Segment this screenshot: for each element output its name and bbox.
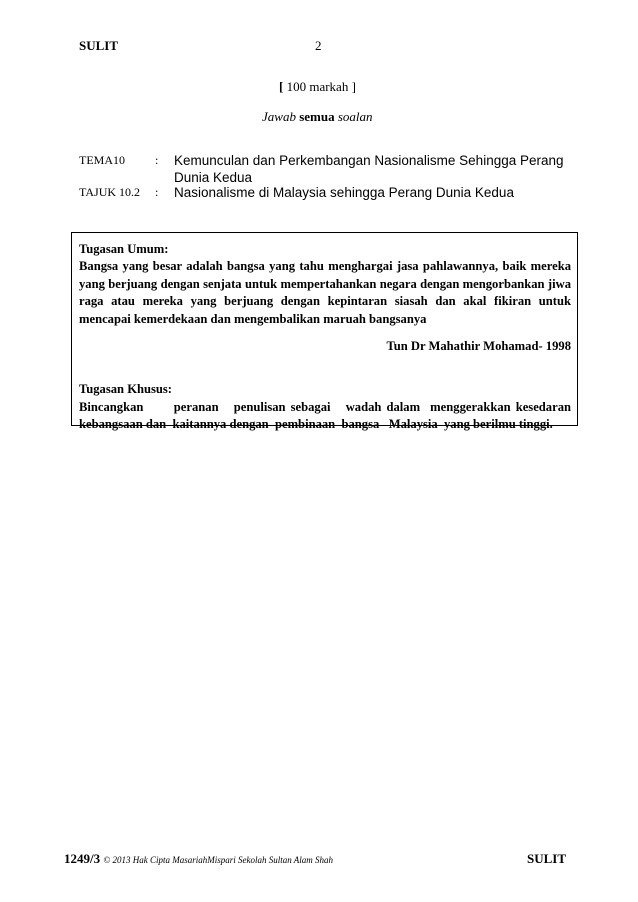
instruction-line [262,109,373,125]
marks-open-bracket: [ [279,79,284,94]
instruction-part1: Jawab [262,109,296,124]
topic-text: Nasionalisme di Malaysia sehingga Perang Dunia Kedua [174,185,514,200]
specific-task-title: Tugasan Khusus: [79,382,172,397]
page-number: 2 [315,38,322,53]
header-sulit-label: SULIT [79,38,119,53]
marks-label [279,79,356,95]
footer-code: 1249/3 [64,851,101,866]
general-task-title: Tugasan Umum: [79,242,169,256]
marks-text: 100 markah ] [286,79,356,94]
theme-text: Kemunculan dan Perkembangan Nasionalisme Sehingga Perang Dunia Kedua [174,153,564,185]
specific-task-text: Bincangkan peranan penulisan sebagai wadah dalam menggerakkan kesedaran kebangsaan dan kaitannya dengan pembinaan bangsa Malaysia yang berilmu tinggi. [79,399,575,432]
topic-colon: : [155,185,159,199]
footer-copyright: © 2013 Hak Cipta MasariahMispari Sekolah Sultan Alam Shah [103,855,334,865]
instruction-part3: soalan [337,109,373,124]
general-task-text: Bangsa yang besar adalah bangsa yang tahu menghargai jasa pahlawannya, baik mereka yang berjuang dengan senjata untuk mempertahankan negara dengan mengorbankan jiwa raga atau mereka yang berjuang dengan kepintaran siasah dan akal fikiran untuk mencapai kemerdekaan dan mengembalikan maruah bangsanya [79,259,571,326]
theme-colon: : [155,153,159,167]
topic-label: TAJUK 10.2 [79,185,141,199]
task-box [71,232,578,432]
quote-attribution: Tun Dr Mahathir Mohamad- 1998 [386,339,571,354]
footer-code-copyright [64,851,333,867]
instruction-part2: semua [299,109,335,124]
footer-sulit-label: SULIT [527,851,567,866]
theme-label: TEMA10 [79,153,125,167]
